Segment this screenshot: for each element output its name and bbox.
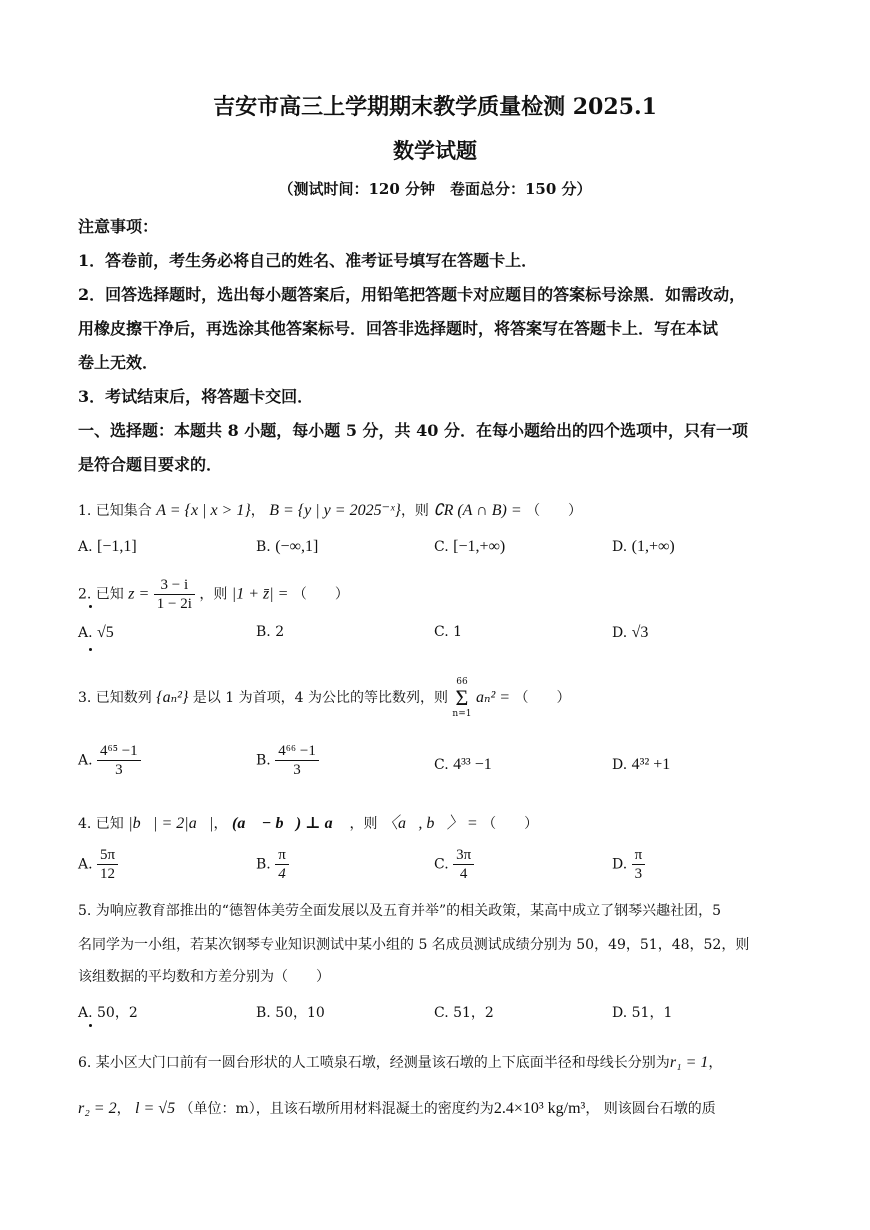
q1-expression: ∁R (A ∩ B) = [433, 502, 522, 519]
option-value: 4³³ −1 [453, 756, 492, 773]
q3-option-a [78, 742, 141, 779]
option-fraction [97, 742, 141, 779]
q6-r1: r₁ = 1 [669, 1054, 709, 1071]
option-fraction [97, 846, 118, 883]
denominator: 4 [278, 866, 286, 882]
q1-option-c [434, 538, 505, 556]
q4-option-c [434, 846, 474, 883]
option-fraction [632, 846, 646, 883]
sum-lower: n=1 [452, 709, 472, 719]
option-label: C. [434, 539, 449, 555]
q2-option-c [434, 624, 462, 640]
q1-option-a [78, 538, 137, 556]
q2-mid: ，则 [199, 586, 228, 603]
section-1-line-2: 是符合题目要求的． [78, 455, 223, 474]
option-label: B. [256, 752, 271, 769]
option-value: √3 [631, 624, 649, 641]
option-fraction [453, 846, 474, 883]
option-label: A. [78, 752, 93, 769]
option-value: [−1,1] [97, 538, 137, 555]
q4-sep: ， [213, 816, 228, 832]
q2-prefix: 2. 已知 [78, 586, 124, 603]
option-value: [−1,+∞) [453, 538, 506, 555]
notes-item-3: 3．考试结束后，将答题卡交回． [78, 387, 314, 406]
denominator: 3 [115, 762, 123, 778]
option-label: C. [434, 856, 449, 873]
exam-title: 吉安市高三上学期期末教学质量检测 2025.1 [213, 94, 657, 120]
q1-sep-1: ， [250, 503, 265, 519]
q3-text: 是以 1 为首项，4 为公比的等比数列，则 [192, 690, 448, 706]
option-text: C. 1 [434, 624, 463, 640]
q1-set-a: A = {x | x > 1} [156, 502, 251, 519]
dot-mark [89, 605, 92, 608]
notes-item-2-line-3: 卷上无效． [78, 353, 159, 372]
q2-answer-paren: （ ） [292, 586, 349, 603]
notes-item-1: 1．答卷前，考生务必将自己的姓名、准考证号填写在答题卡上． [78, 251, 538, 270]
option-label: A. [78, 856, 93, 873]
q6-r1-sep: ， [708, 1055, 723, 1071]
q3-summation [452, 676, 471, 720]
question-3 [78, 676, 570, 720]
numerator: 4⁶⁶ −1 [275, 742, 319, 761]
q2-z-lhs: z = [128, 585, 150, 603]
q5-option-a: A. 50，2 [78, 1005, 138, 1021]
option-label: A. [78, 625, 93, 641]
q3-sum-term: aₙ² = [475, 689, 511, 706]
denominator: 4 [459, 866, 468, 882]
question-5-line-2: 名同学为一小组，若某次钢琴专业知识测试中某小组的 5 名成员测试成绩分别为 50，49，51，48，52，则 [78, 937, 750, 953]
q5-option-d: D. 51，1 [612, 1005, 673, 1021]
q1-sep-2: ，则 [400, 503, 429, 519]
option-value: (−∞,1] [275, 538, 319, 555]
denominator: 3 [293, 762, 301, 778]
q5-option-b: B. 50，10 [256, 1005, 325, 1021]
option-value: 4³² +1 [631, 756, 671, 773]
option-label: D. [612, 539, 628, 555]
q3-option-d [612, 756, 670, 774]
q1-set-b: B = {y | y = 2025⁻ˣ} [269, 502, 401, 519]
option-label: B. [256, 539, 271, 555]
q4-option-a [78, 846, 118, 883]
option-label: D. [612, 625, 628, 641]
q4-mid: ，则 [349, 816, 378, 832]
q2-option-d [612, 624, 648, 642]
q2-fraction [154, 576, 195, 613]
sum-sigma: Σ [455, 685, 469, 710]
denominator: 3 [634, 866, 643, 882]
option-label: A. [78, 539, 93, 555]
q3-option-b [256, 742, 319, 779]
q4-option-b [256, 846, 289, 883]
question-5-line-1: 5. 为响应教育部推出的“德智体美劳全面发展以及五育并举”的相关政策，某高中成立了钢琴兴趣社团，5 [78, 903, 722, 919]
dot-mark [89, 1024, 92, 1027]
sum-upper: 66 [456, 677, 468, 687]
q4-prefix: 4. 已知 [78, 816, 124, 832]
denominator: 12 [100, 866, 116, 882]
question-6-line-1 [78, 1052, 722, 1072]
q6-density: 2.4×10³ kg/m³ [493, 1100, 586, 1117]
question-1 [78, 500, 582, 520]
q4-condition-2: (a⃗ − b⃗) ⊥ a⃗ [232, 815, 346, 832]
q3-sequence: {aₙ²} [156, 689, 189, 706]
q6-sep: ， [116, 1101, 131, 1117]
option-fraction [275, 846, 289, 883]
question-2 [78, 576, 349, 613]
q1-option-b [256, 538, 318, 556]
q4-option-d [612, 846, 645, 883]
notes-heading: 注意事项： [78, 217, 159, 236]
option-label: B. [256, 856, 271, 873]
dot-mark [89, 648, 92, 651]
q3-answer-paren: （ ） [514, 690, 571, 706]
numerator: π [275, 846, 289, 865]
q6-r2: r₂ = 2 [78, 1100, 117, 1117]
option-label: D. [612, 757, 628, 773]
notes-item-2-line-2: 用橡皮擦干净后，再选涂其他答案标号．回答非选择题时，将答案写在答题卡上．写在本试 [78, 319, 719, 338]
option-text: B. 2 [256, 624, 285, 640]
option-value: (1,+∞) [631, 538, 675, 555]
q6-text: 6. 某小区大门口前有一圆台形状的人工喷泉石墩，经测量该石墩的上下底面半径和母线长分别为 [78, 1055, 670, 1071]
numerator: π [632, 846, 646, 865]
q6-l: l = √5 [135, 1100, 176, 1117]
notes-item-2-line-1: 2．回答选择题时，选出每小题答案后，用铅笔把答题卡对应题目的答案标号涂黑．如需改动， [78, 285, 746, 304]
exam-subtitle: 数学试题 [393, 138, 477, 163]
q1-answer-paren: （ ） [526, 503, 583, 519]
section-1-line-1: 一、选择题：本题共 8 小题，每小题 5 分，共 40 分．在每小题给出的四个选项中，只有一项 [78, 421, 748, 440]
option-label: D. [612, 856, 628, 873]
option-value: √5 [97, 624, 114, 641]
option-label: C. [434, 757, 449, 773]
option-fraction [275, 742, 319, 779]
q3-prefix: 3. 已知数列 [78, 690, 152, 706]
q4-expression: 〈a⃗, b⃗〉 = [381, 815, 478, 832]
q3-option-c [434, 756, 492, 774]
q4-condition-1: |b⃗| = 2|a⃗| [128, 815, 214, 832]
numerator: 3π [453, 846, 474, 865]
numerator: 5π [97, 846, 118, 865]
q6-unit: （单位：m），且该石墩所用材料混凝土的密度约为 [179, 1101, 494, 1117]
q4-answer-paren: （ ） [482, 816, 539, 832]
q2-numerator: 3 − i [154, 576, 195, 595]
q1-option-d [612, 538, 675, 556]
question-4 [78, 810, 538, 833]
q2-option-b [256, 624, 284, 640]
q2-option-a [78, 624, 114, 642]
q1-prefix: 1. 已知集合 [78, 503, 152, 519]
question-5-line-3: 该组数据的平均数和方差分别为（ ） [78, 969, 330, 985]
q6-tail: ， 则该圆台石墩的质 [585, 1101, 716, 1117]
q2-expression: |1 + z̄| = [231, 585, 289, 603]
q2-denominator: 1 − 2i [156, 596, 192, 612]
q5-option-c: C. 51，2 [434, 1005, 494, 1021]
time-info: （测试时间：120 分钟 卷面总分：150 分） [278, 180, 592, 198]
question-6-line-2 [78, 1098, 716, 1118]
numerator: 4⁶⁵ −1 [97, 742, 141, 761]
